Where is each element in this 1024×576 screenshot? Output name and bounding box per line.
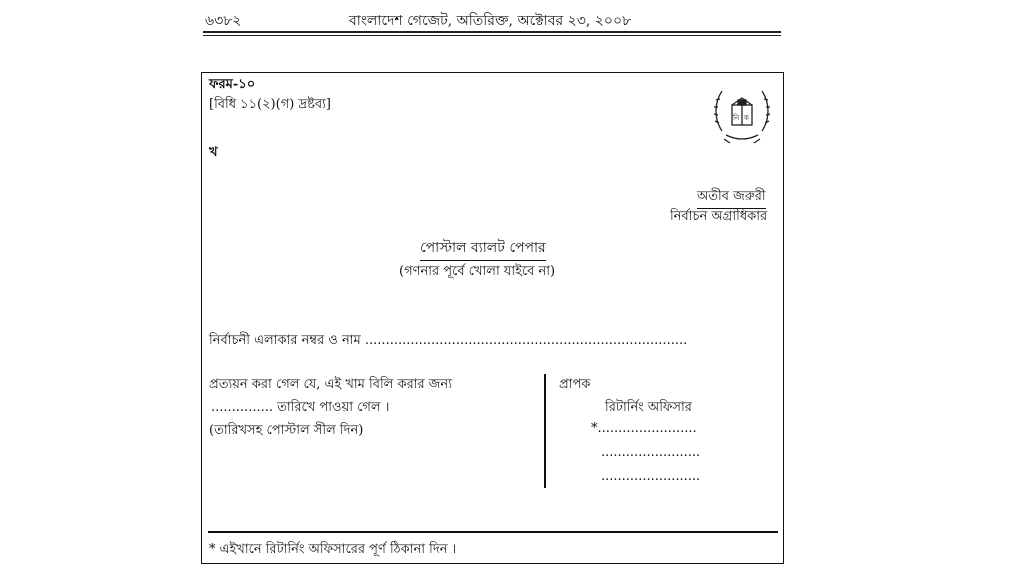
postal-ballot-form	[201, 72, 784, 564]
certification-line-2: ............... তারিখে পাওয়া গেল ।	[211, 400, 390, 415]
form-title: পোস্টাল ব্যালট পেপার	[420, 236, 546, 261]
rule-reference: [বিধি ১১(২)(গ) দ্রষ্টব্য]	[209, 97, 331, 112]
form-number: ফরম-১০	[209, 77, 256, 92]
address-line-1: *........................	[591, 421, 697, 436]
priority-label: নির্বাচন অগ্রাধিকার	[670, 209, 768, 224]
header-rule-thin	[203, 35, 781, 36]
returning-officer-label: রিটার্নিং অফিসার	[605, 400, 692, 415]
form-subtitle: (গণনার পূর্বে খোলা যাইবে না)	[399, 264, 556, 279]
footnote: * এইখানে রিটার্নিং অফিসারের পূর্ণ ঠিকানা দিন ।	[209, 542, 457, 557]
page-number: ৬৩৮২	[205, 13, 242, 29]
gazette-title: বাংলাদেশ গেজেট, অতিরিক্ত, অক্টোবর ২৩, ২০০৮	[349, 13, 632, 29]
constituency-field	[209, 331, 687, 352]
certification-line-1: প্রত্যয়ন করা গেল যে, এই খাম বিলি করার জন্য	[209, 377, 452, 392]
header-rule-thick	[203, 31, 781, 33]
recipient-label: প্রাপক	[559, 377, 591, 392]
address-line-2: ........................	[601, 445, 701, 460]
constituency-label: নির্বাচনী এলাকার নম্বর ও নাম	[209, 333, 361, 348]
gazette-header	[203, 6, 781, 32]
svg-text:ক: ক	[744, 114, 749, 122]
address-line-3: ........................	[601, 469, 701, 484]
svg-text:নি: নি	[733, 114, 740, 122]
constituency-blank: ..............................................................................	[364, 333, 688, 348]
certification-line-3: (তারিখসহ পোস্টাল সীল দিন)	[209, 423, 364, 438]
section-mark: খ	[209, 145, 218, 160]
column-divider	[544, 374, 546, 488]
urgent-label: অতীব জরুরী	[697, 187, 766, 209]
election-commission-emblem-icon	[712, 81, 772, 151]
footer-rule	[208, 531, 778, 533]
